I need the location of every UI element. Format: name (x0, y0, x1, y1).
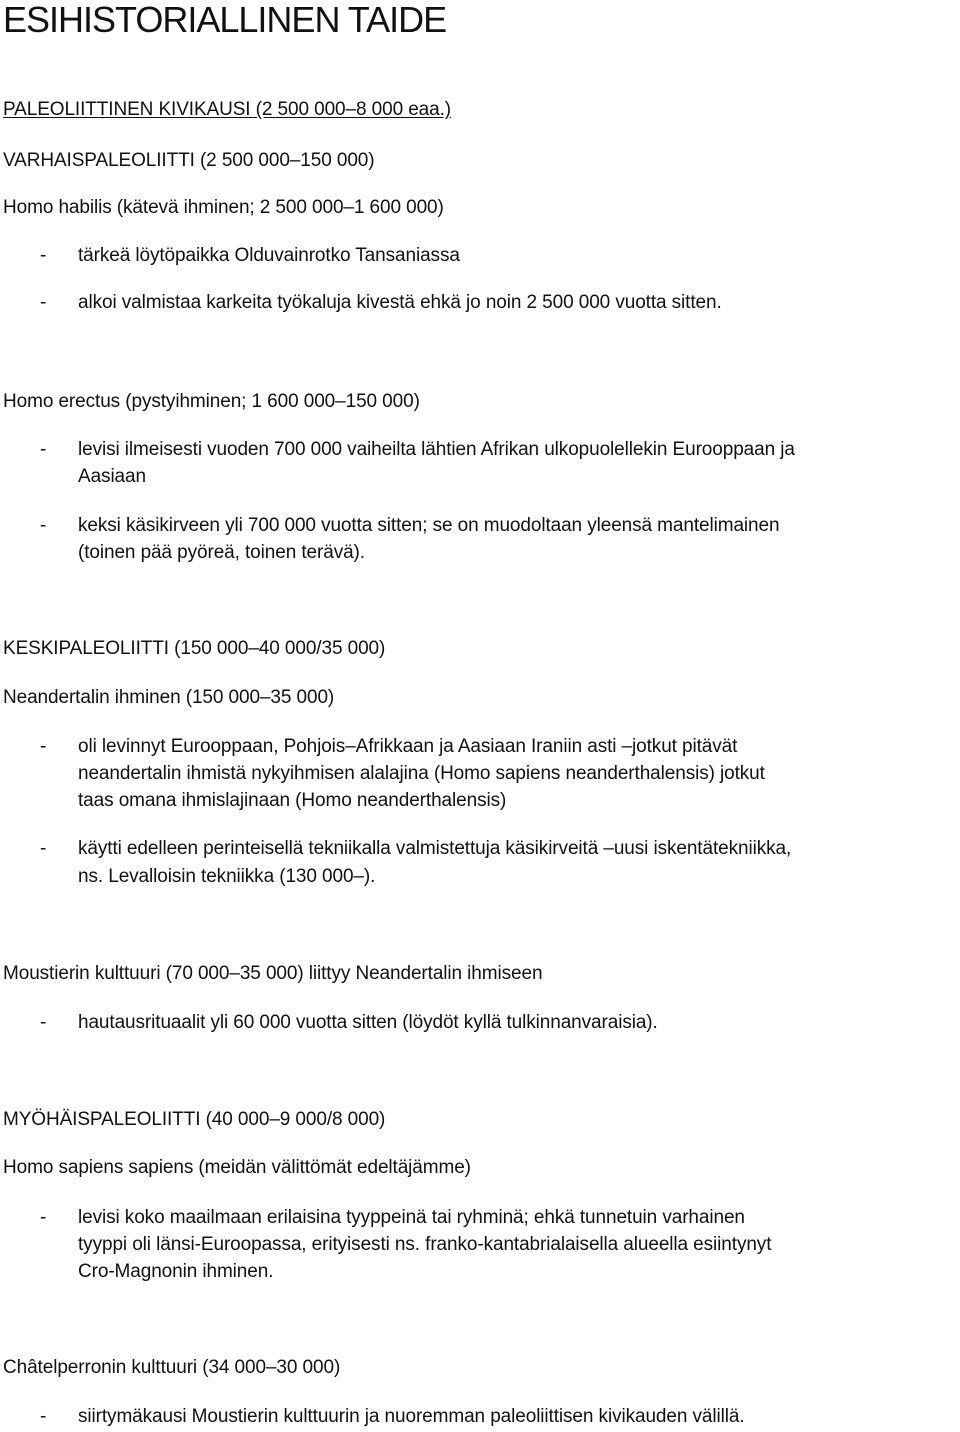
list-bullet: - (40, 1012, 47, 1033)
list-bullet: - (40, 515, 47, 536)
list-bullet: - (40, 1207, 47, 1228)
list-item-text: Cro-Magnonin ihminen. (78, 1261, 274, 1282)
list-item-text: hautausrituaalit yli 60 000 vuotta sitten (löydöt kyllä tulkinnanvaraisia). (78, 1012, 658, 1033)
list-item-text: ns. Levalloisin tekniikka (130 000–). (78, 866, 376, 887)
list-item-text: neandertalin ihmistä nykyihmisen alalajina (Homo sapiens neanderthalensis) jotkut (78, 763, 765, 784)
list-bullet: - (40, 1406, 47, 1427)
neanderthal-heading: Neandertalin ihminen (150 000–35 000) (3, 687, 335, 708)
list-item-text: levisi koko maailmaan erilaisina tyyppeinä tai ryhminä; ehkä tunnetuin varhainen (78, 1207, 745, 1228)
list-item-text: Aasiaan (78, 466, 146, 487)
early-paleolithic-heading: VARHAISPALEOLIITTI (2 500 000–150 000) (3, 150, 375, 171)
list-bullet: - (40, 736, 47, 757)
list-item-text: siirtymäkausi Moustierin kulttuurin ja nuoremman paleoliittisen kivikauden välillä. (78, 1406, 745, 1427)
middle-paleolithic-heading: KESKIPALEOLIITTI (150 000–40 000/35 000) (3, 638, 386, 659)
list-item-text: käytti edelleen perinteisellä tekniikalla valmistettuja käsikirveitä –uusi iskentätekniikka, (78, 838, 792, 859)
list-item-text: taas omana ihmislajinaan (Homo neanderthalensis) (78, 790, 507, 811)
list-bullet: - (40, 439, 47, 460)
homo-habilis-heading: Homo habilis (kätevä ihminen; 2 500 000–1 600 000) (3, 197, 444, 218)
list-item-text: oli levinnyt Eurooppaan, Pohjois–Afrikkaan ja Aasiaan Iraniin asti –jotkut pitävät (78, 736, 738, 757)
chatelperronian-heading: Châtelperronin kulttuuri (34 000–30 000) (3, 1357, 341, 1378)
list-bullet: - (40, 245, 47, 266)
upper-paleolithic-heading: MYÖHÄISPALEOLIITTI (40 000–9 000/8 000) (3, 1109, 386, 1130)
homo-erectus-heading: Homo erectus (pystyihminen; 1 600 000–150 000) (3, 391, 420, 412)
list-item-text: (toinen pää pyöreä, toinen terävä). (78, 542, 365, 563)
document-title: ESIHISTORIALLINEN TAIDE (3, 0, 447, 40)
list-item-text: levisi ilmeisesti vuoden 700 000 vaiheilta lähtien Afrikan ulkopuolellekin Eurooppaan ja (78, 439, 795, 460)
list-item-text: tyyppi oli länsi-Euroopassa, erityisesti ns. franko-kantabrialaisella alueella esiintynyt (78, 1234, 772, 1255)
list-item-text: tärkeä löytöpaikka Olduvainrotko Tansaniassa (78, 245, 460, 266)
list-bullet: - (40, 292, 47, 313)
list-item-text: keksi käsikirveen yli 700 000 vuotta sitten; se on muodoltaan yleensä mantelimainen (78, 515, 780, 536)
list-bullet: - (40, 838, 47, 859)
paleolithic-heading: PALEOLIITTINEN KIVIKAUSI (2 500 000–8 000 eaa.) (3, 99, 452, 120)
list-item-text: alkoi valmistaa karkeita työkaluja kivestä ehkä jo noin 2 500 000 vuotta sitten. (78, 292, 722, 313)
homo-sapiens-heading: Homo sapiens sapiens (meidän välittömät edeltäjämme) (3, 1157, 471, 1178)
mousterian-heading: Moustierin kulttuuri (70 000–35 000) liittyy Neandertalin ihmiseen (3, 963, 543, 984)
